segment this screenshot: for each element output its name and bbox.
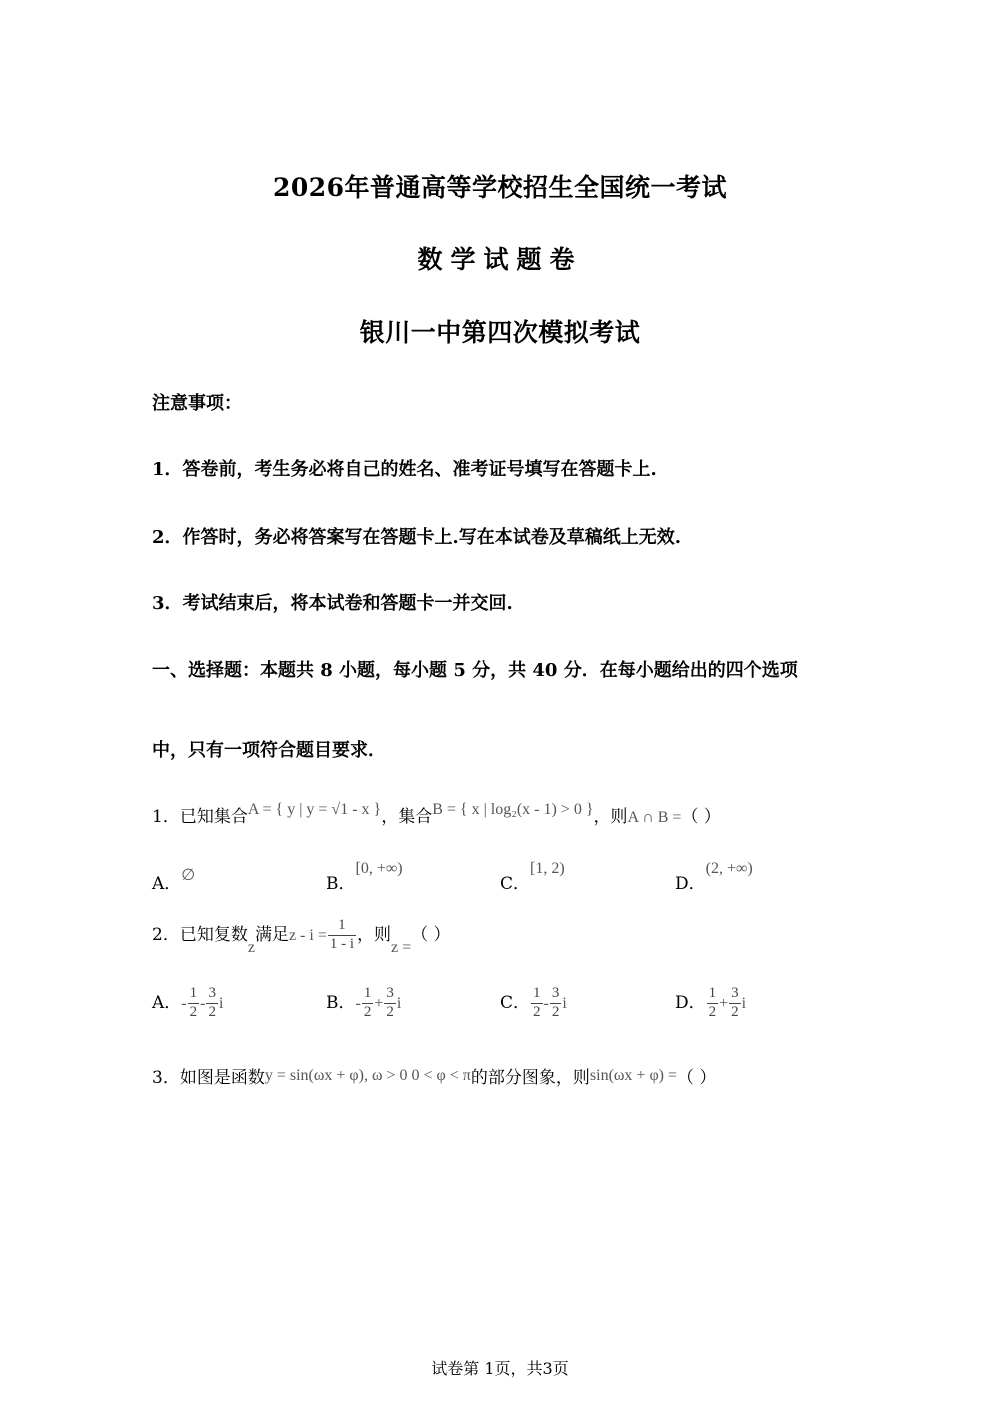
question-text: 如图是函数 (179, 1068, 265, 1088)
q2-option-a: A．- $\frac{1}{2}$ - $\frac{3}{2}$ i (152, 985, 224, 1020)
option-value: [0, +∞) (355, 860, 403, 877)
exam-school: 银川一中第四次模拟考试 (359, 318, 641, 347)
fraction: $\frac{3}{2}$ (386, 985, 394, 1020)
variable-z: z (247, 938, 255, 956)
q1-option-b (326, 860, 403, 894)
fraction: $\frac{3}{2}$ (731, 985, 739, 1020)
target-expression: sin(ωx + φ) = (589, 1067, 678, 1084)
answer-paren: （ ） (681, 807, 721, 827)
question-1 (152, 802, 721, 827)
section-heading-line1: 一、选择题：本题共 8 小题，每小题 5 分，共 40 分．在每小题给出的四个选项 (152, 660, 798, 681)
answer-paren: （ ） (411, 924, 451, 945)
question-text: ，集合 (381, 807, 433, 827)
intersection-expression: A ∩ B = (627, 809, 682, 826)
fraction: $\frac{1}{2}$ (189, 985, 198, 1020)
equation-lhs: z - i = (288, 926, 327, 944)
question-3 (152, 1063, 716, 1088)
question-text: 的部分图象，则 (470, 1068, 590, 1088)
option-label: B． (326, 874, 356, 894)
option-value: (2, +∞) (705, 860, 753, 877)
option-value: ∅ (181, 867, 196, 884)
page-footer: 试卷第 1页，共3页 (431, 1359, 569, 1378)
option-label: D． (675, 874, 706, 894)
option-label: C． (500, 992, 531, 1013)
answer-paren: （ ） (677, 1068, 717, 1088)
fraction: $\frac{1}{2}$ (708, 985, 717, 1020)
option-label: C． (500, 874, 531, 894)
fraction: $\frac{1}{1 - i}$ (329, 917, 355, 952)
set-b-expression: B = { x | log₂(x - 1) > 0 } (432, 801, 594, 818)
question-number: 1． (152, 807, 180, 827)
option-label: A． (152, 992, 182, 1013)
q2-option-c: C． $\frac{1}{2}$ - $\frac{3}{2}$ i (500, 985, 567, 1020)
notice-item-2: 2．作答时，务必将答案写在答题卡上.写在本试卷及草稿纸上无效. (152, 527, 682, 548)
q1-option-a (152, 869, 195, 894)
fraction: $\frac{1}{2}$ (363, 985, 372, 1020)
notice-item-3: 3．考试结束后，将本试卷和答题卡一并交回. (152, 593, 513, 614)
notice-item-1: 1．答卷前，考生务必将自己的姓名、准考证号填写在答题卡上. (152, 459, 657, 480)
q1-option-d (675, 860, 753, 894)
fraction: $\frac{3}{2}$ (551, 985, 560, 1020)
question-number: 3． (152, 1068, 180, 1088)
question-2 (152, 917, 451, 956)
set-a-expression: A = { y | y = √1 - x } (247, 801, 382, 818)
q2-option-d: D． $\frac{1}{2}$ + $\frac{3}{2}$ i (675, 985, 747, 1020)
question-text: ，则 (593, 807, 628, 827)
question-number: 2． (152, 924, 180, 945)
target-expression: z = (391, 938, 412, 956)
option-label: B． (326, 992, 356, 1013)
exam-title: 2026年普通高等学校招生全国统一考试 (272, 173, 728, 202)
section-heading-line2: 中，只有一项符合题目要求． (152, 740, 386, 761)
option-value: [1, 2) (530, 860, 565, 877)
exam-subtitle: 数学试题卷 (417, 245, 583, 274)
fraction: $\frac{3}{2}$ (208, 985, 216, 1020)
q1-option-c (500, 860, 565, 894)
function-expression: y = sin(ωx + φ), ω > 0 0 < φ < π (264, 1067, 471, 1084)
fraction: $\frac{1}{2}$ (533, 985, 541, 1020)
notice-heading: 注意事项： (152, 393, 242, 414)
option-label: D． (675, 992, 706, 1013)
question-text: ，则 (357, 924, 392, 945)
option-label: A． (152, 874, 182, 894)
question-text: 已知集合 (179, 807, 248, 827)
question-text: 满足 (254, 924, 289, 945)
q2-option-b: B．- $\frac{1}{2}$ + $\frac{3}{2}$ i (326, 985, 402, 1020)
question-text: 已知复数 (179, 924, 248, 945)
